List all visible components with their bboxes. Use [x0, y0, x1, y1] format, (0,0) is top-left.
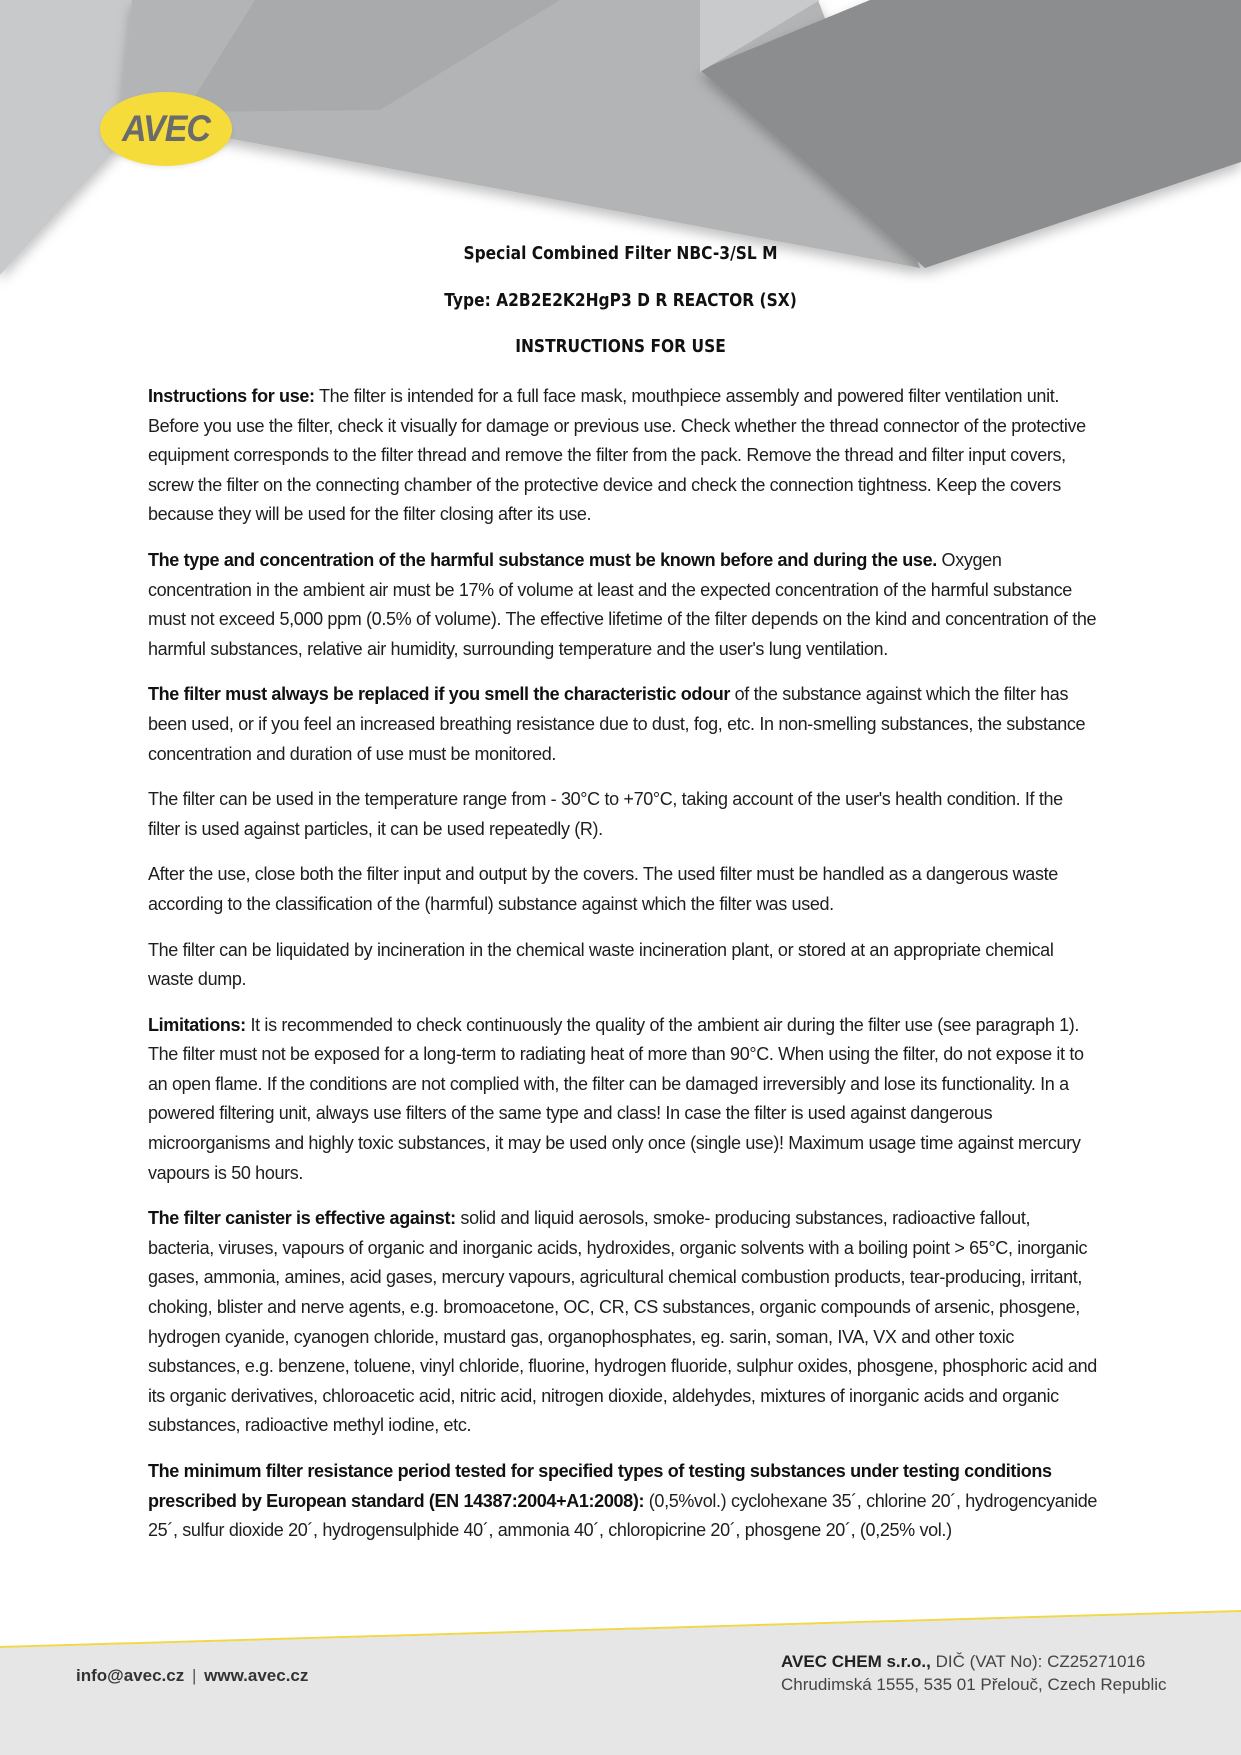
footer-vat: DIČ (VAT No): CZ25271016 [930, 1652, 1146, 1671]
paragraph-lead: Limitations: [148, 1014, 246, 1035]
footer-address: Chrudimská 1555, 535 01 Přelouč, Czech Republic [781, 1675, 1167, 1694]
paragraph [148, 1204, 1098, 1441]
section-heading: INSTRUCTIONS FOR USE [515, 336, 726, 357]
paragraph-text: solid and liquid aerosols, smoke- producing substances, radioactive fallout, bacteria, viruses, vapours of organic and inorganic acids, hydroxides, organic solvents with a boiling point > 65°C, inorganic gases, ammonia, amines, acid gases, mercury vapours, agricultural chemical combustion products, tear-producing, irritant, choking, blister and nerve agents, e.g. bromoacetone, OC, CR, CS substances, organic compounds of arsenic, phosgene, hydrogen cyanide, cyanogen chloride, mustard gas, organophosphates, eg. sarin, soman, IVA, VX and other toxic substances, e.g. benzene, toluene, vinyl chloride, fluorine, hydrogen fluoride, sulphur oxides, phosgene, phosphoric acid and its organic derivatives, chloroacetic acid, nitric acid, nitrogen dioxide, aldehydes, mixtures of inorganic acids and organic substances, radioactive methyl iodine, etc. [148, 1208, 1097, 1436]
paragraph [148, 680, 1098, 769]
paragraph-text: (0,5%vol.) cyclohexane 35´, chlorine 20´, hydrogencyanide 25´, sulfur dioxide 20´, hydrogensulphide 40´, ammonia 40´, chloropicrine 20´, phosgene 20´, (0,25% vol.) [148, 1490, 1098, 1541]
paragraph-text: The filter can be used in the temperature range from - 30°C to +70°C, taking account of the user's health condition. If the filter is used against particles, it can be used repeatedly (R). [148, 789, 1063, 839]
paragraph [148, 785, 1098, 844]
paragraph [148, 860, 1098, 919]
paragraph-text: The filter can be liquidated by incineration in the chemical waste incineration plant, or stored at an appropriate chemical waste dump. [148, 939, 1054, 990]
footer-company-line [781, 1650, 1167, 1673]
paragraph-text: It is recommended to check continuously the quality of the ambient air during the filter use (see paragraph 1). The filter must not be exposed for a long-term to radiating heat of more than 90°C. When using the filter, do not expose it to an open flame. If the conditions are not complied with, the filter can be damaged irreversibly and lose its functionality. In a powered filtering unit, always use filters of the same type and class! In case the filter is used against dangerous microorganisms and highly toxic substances, it may be used only once (single use)! Maximum usage time against mercury vapours is 50 hours. [148, 1014, 1084, 1183]
paragraph [148, 936, 1098, 995]
paragraph-lead: The minimum filter resistance period tested for specified types of testing substances under testing conditions prescribed by European standard (EN 14387:2004+A1:2008): [148, 1461, 1052, 1511]
footer-company-name: AVEC CHEM s.r.o., [781, 1652, 931, 1671]
paragraph-text: Oxygen concentration in the ambient air must be 17% of volume at least and the expected concentration of the harmful substance must not exceed 5,000 ppm (0.5% of volume). The effective lifetime of the filter depends on the kind and concentration of the harmful substances, relative air humidity, surrounding temperature and the user's lung ventilation. [148, 549, 1097, 659]
avec-logo [100, 92, 232, 166]
paragraph [148, 1457, 1098, 1546]
paragraph [148, 382, 1098, 530]
instructions-body [148, 382, 1098, 1562]
paragraph [148, 1011, 1098, 1189]
paragraph-text: The filter is intended for a full face mask, mouthpiece assembly and powered filter ventilation unit. Before you use the filter, check it visually for damage or previous use. Check whether the thread connector of the protective equipment corresponds to the filter thread and remove the filter from the pack. Remove the thread and filter input covers, screw the filter on the connecting chamber of the protective device and check the connection tightness. Keep the covers because they will be used for the filter closing after its use. [148, 386, 1086, 525]
footer-website[interactable]: www.avec.cz [204, 1666, 309, 1685]
paragraph-text: After the use, close both the filter input and output by the covers. The used filter must be handled as a dangerous waste according to the classification of the (harmful) substance against which the filter was used. [148, 864, 1058, 914]
footer-company-info [781, 1650, 1167, 1696]
paragraph-text: of the substance against which the filter has been used, or if you feel an increased breathing resistance due to dust, fog, etc. In non-smelling substances, the substance concentration and duration of use must be monitored. [148, 684, 1086, 764]
paragraph-lead: The filter canister is effective against: [148, 1208, 456, 1229]
logo-text: AVEC [122, 107, 210, 150]
footer-email[interactable]: info@avec.cz [76, 1666, 185, 1685]
paragraph-lead: Instructions for use: [148, 386, 315, 406]
paragraph-lead: The filter must always be replaced if you smell the characteristic odour [148, 684, 730, 705]
footer-contact [76, 1666, 308, 1686]
document-title: Special Combined Filter NBC-3/SL M [463, 243, 778, 264]
paragraph-lead: The type and concentration of the harmful substance must be known before and during the use. [148, 549, 937, 570]
footer-separator: | [191, 1666, 197, 1685]
paragraph [148, 546, 1098, 664]
document-type-line: Type: A2B2E2K2HgP3 D R REACTOR (SX) [444, 290, 797, 311]
